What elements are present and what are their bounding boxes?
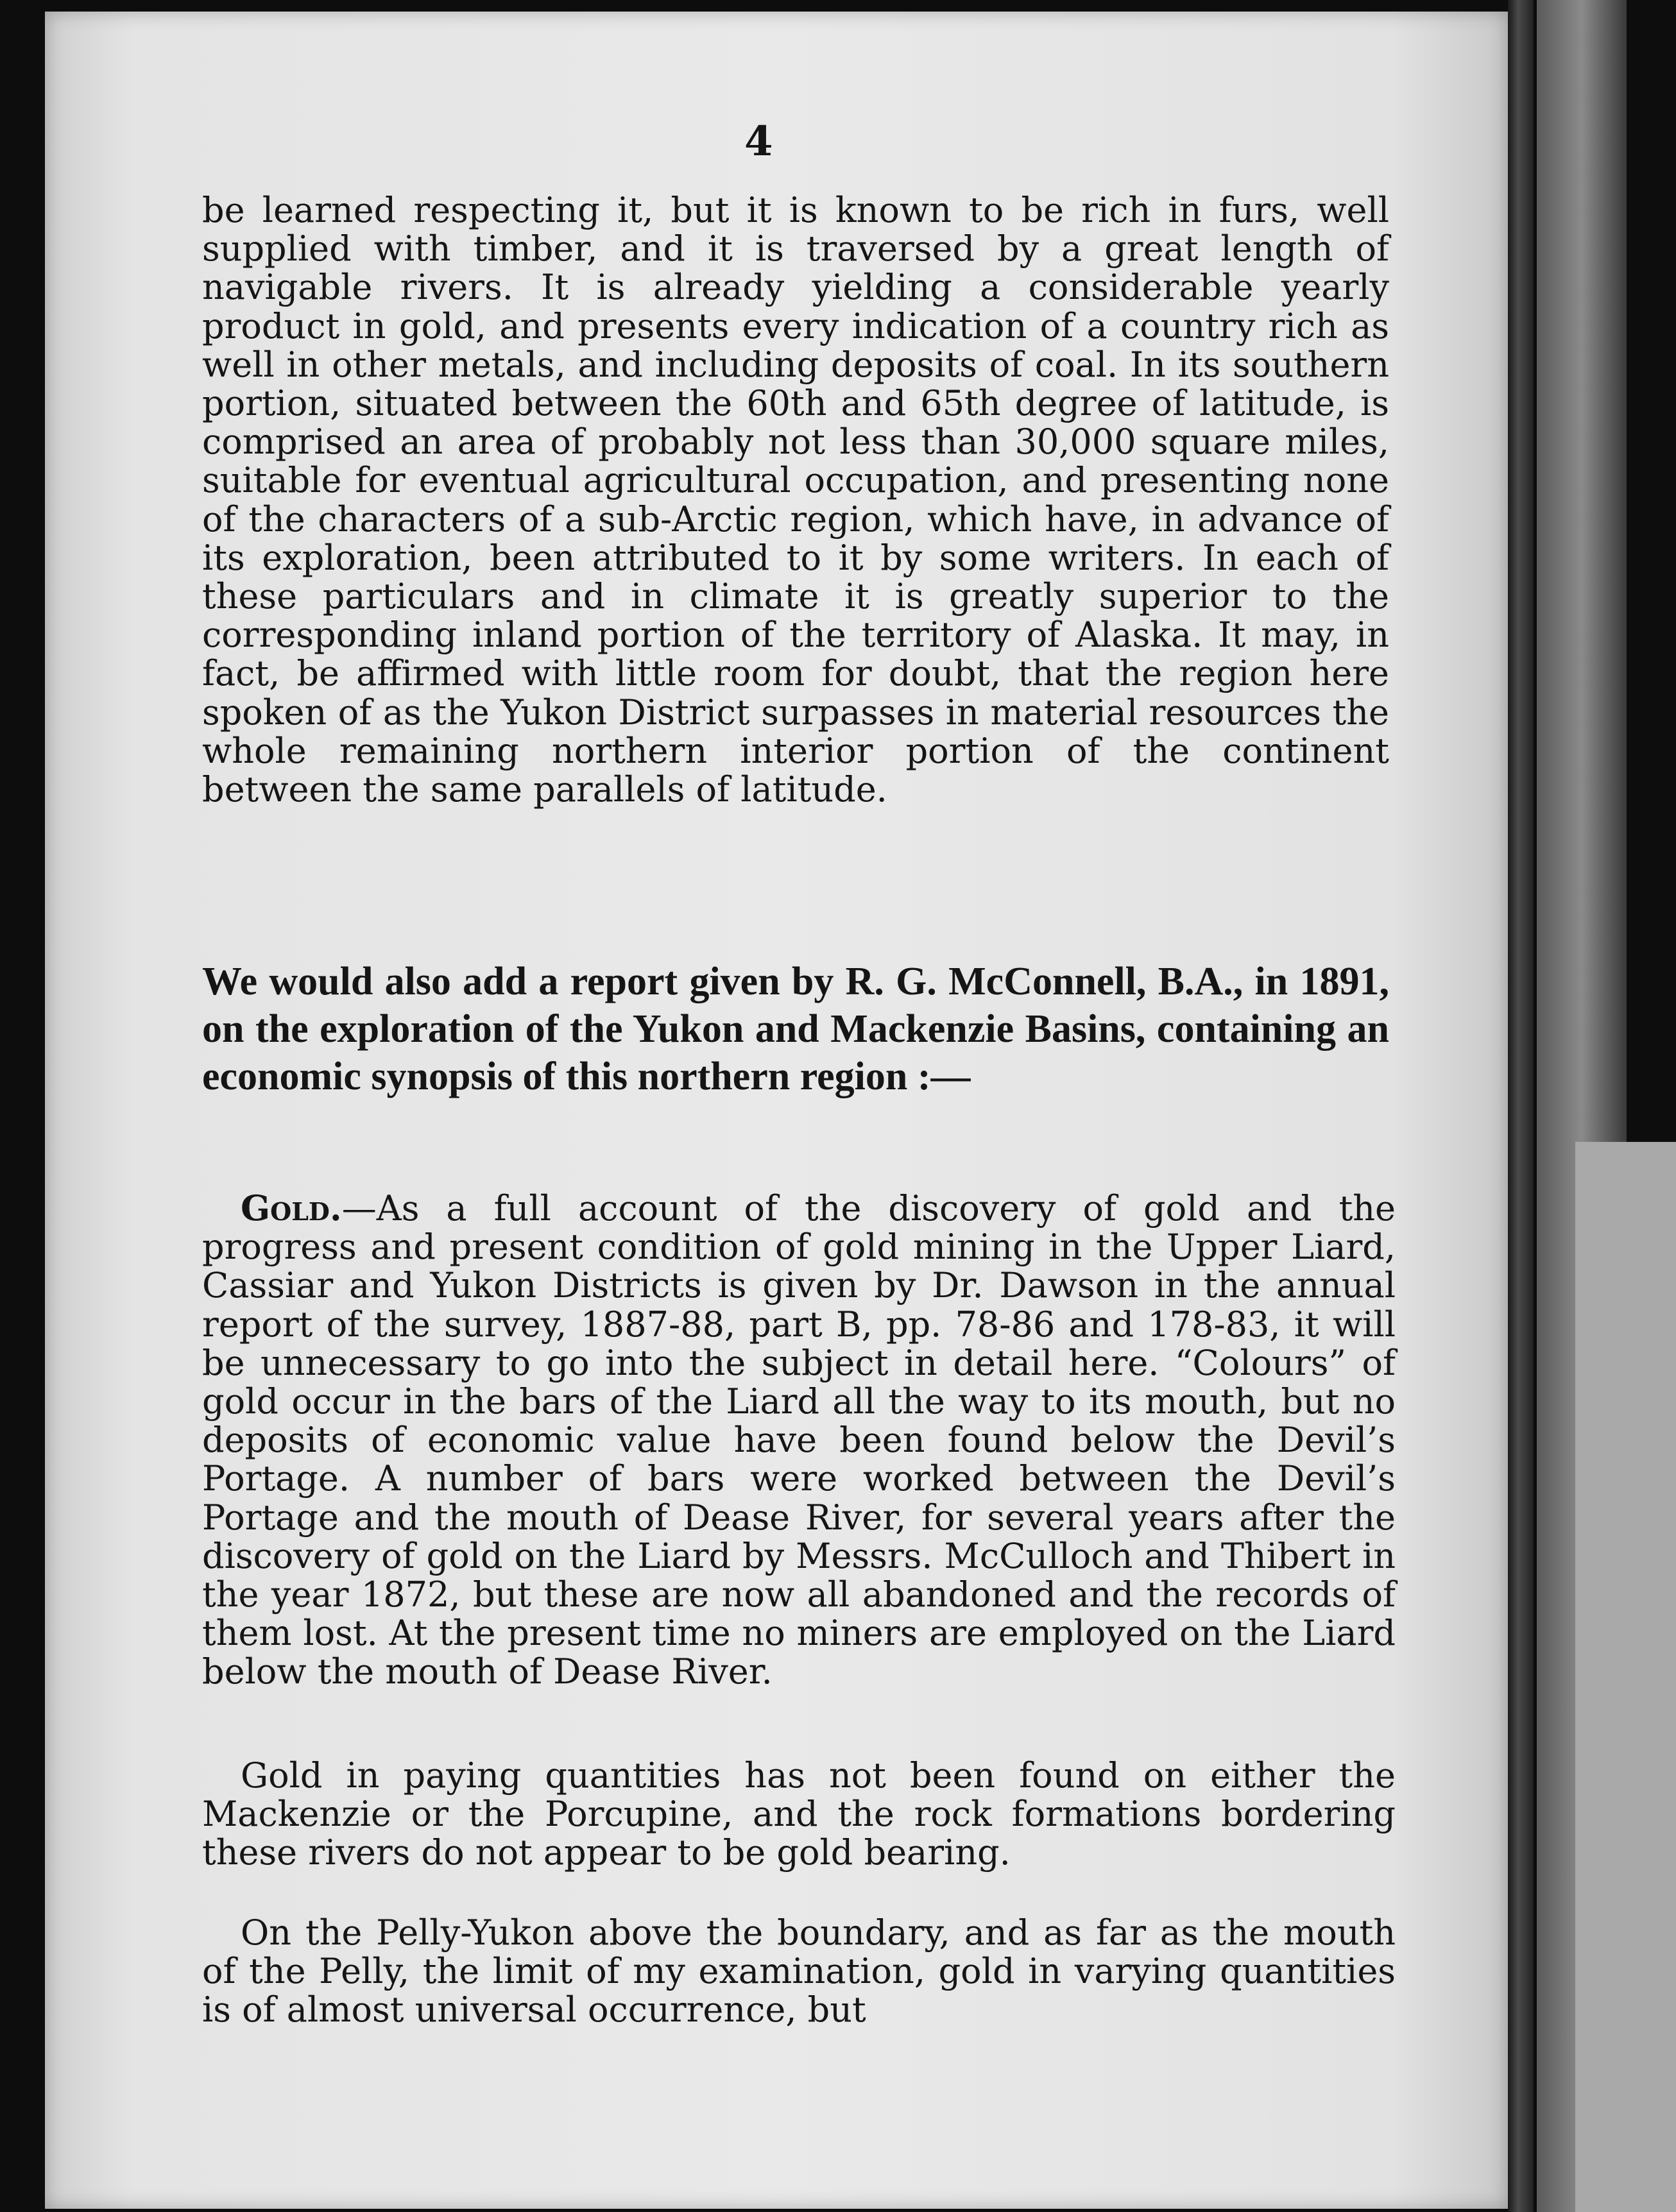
paragraph-continuation: be learned respecting it, but it is known to be rich in furs, well supplied with timber, and it is traversed by a great length of navigable rivers. It is already yielding a considerable yearly product in gold, and presents every indication of a country rich as well in other metals, and including deposits of coal. In its southern portion, situated between the 60th and 65th degree of latitude, is comprised an area of probably not less than 30,000 square miles, suitable for eventual agricultural occupation, and presenting none of the characters of a sub-Arctic region, which have, in advance of its exploration, been attributed to it by some writers. In each of these particulars and in climate it is greatly superior to the corresponding inland portion of the territory of Alaska. It may, in fact, be affirmed with little room for doubt, that the region here spoken of as the Yukon District surpasses in material resources the whole remaining northern interior portion of the continent between the same parallels of latitude. xyxy=(202,190,1389,810)
gold-heading: Gold. xyxy=(241,1187,342,1229)
paragraph-pelly-yukon xyxy=(202,1914,1396,2030)
adjacent-page-patch xyxy=(1575,1142,1676,2212)
gold-paragraph-text: —As a full account of the discovery of gold and the progress and present condition of gold mining in the Upper Liard, Cassiar and Yukon Districts is given by Dr. Dawson in the annual report of the survey, 1887-88, part B, pp. 78-86 and 178-83, it will be unnecessary to go into the subject in detail here. “Colours” of gold occur in the bars of the Liard all the way to its mouth, but no deposits of economic value have been found below the Devil’s Portage. A number of bars were worked between the Devil’s Portage and the mouth of Dease River, for several years after the discovery of gold on the Liard by Messrs. McCulloch and Thibert in the year 1872, but these are now all abandoned and the records of them lost. At the present time no miners are employed on the Liard below the mouth of Dease River. xyxy=(202,1188,1396,1692)
mackenzie-paragraph-text: Gold in paying quantities has not been found on either the Mackenzie or the Porcupine, and the rock formations bordering these rivers do not appear to be gold bearing. xyxy=(202,1755,1396,1873)
page-text xyxy=(45,12,1508,2209)
pelly-yukon-paragraph-text: On the Pelly-Yukon above the boundary, and as far as the mouth of the Pelly, the limit of my examination, gold in varying quantities is of almost universal occurrence, but xyxy=(202,1912,1396,2030)
page-number: 4 xyxy=(744,117,773,166)
paragraph-mackenzie xyxy=(202,1757,1396,1873)
document-page xyxy=(45,12,1508,2209)
paragraph-gold xyxy=(202,1189,1396,1692)
report-introduction: We would also add a report given by R. G. McConnell, B.A., in 1891, on the exploration of the Yukon and Mackenzie Basins, containing an economic synopsis of this northern region :— xyxy=(202,960,1389,1098)
book-spine xyxy=(1508,0,1534,2212)
